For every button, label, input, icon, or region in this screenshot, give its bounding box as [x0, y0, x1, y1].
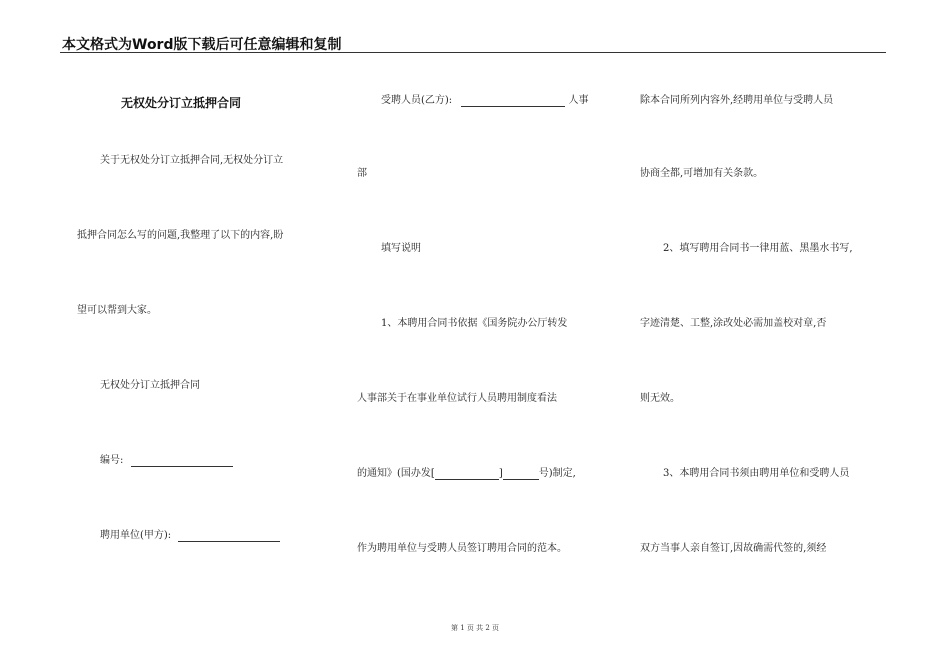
document-title: 无权处分订立抵押合同: [121, 96, 242, 110]
employee-line-cont: 部: [357, 168, 367, 179]
instruction-1-line-1: 1、本聘用合同书依据《国务院办公厅转发: [381, 318, 568, 329]
instruction-3-line-2: 双方当事人亲自签订,因故确需代签的,须经: [640, 543, 827, 554]
intro-line-3: 望可以帮到大家。: [77, 305, 157, 316]
document-number-prefix: 的通知》(国办发[: [357, 468, 435, 479]
document-number-suffix: 号)制定,: [538, 468, 576, 479]
employer-label: 聘用单位(甲方):: [100, 530, 172, 541]
contract-number-label: 编号:: [100, 455, 124, 466]
intro-line-1: 关于无权处分订立抵押合同,无权处分订立: [100, 155, 284, 166]
page-number: 第 1 页 共 2 页: [450, 624, 500, 632]
employee-label: 受聘人员(乙方):: [381, 95, 453, 106]
instruction-2-line-1: 2、填写聘用合同书一律用蓝、黑墨水书写,: [663, 243, 853, 254]
instruction-1-line-4: 作为聘用单位与受聘人员签订聘用合同的范本。: [357, 543, 567, 554]
instruction-1-line-2: 人事部关于在事业单位试行人员聘用制度看法: [357, 393, 557, 404]
contract-number-field: [100, 455, 233, 467]
header-divider: [60, 52, 886, 53]
instruction-2-line-3: 则无效。: [640, 393, 680, 404]
employee-field: [381, 95, 589, 107]
document-header-title: 本文格式为Word版下载后可任意编辑和复制: [62, 37, 342, 53]
employee-suffix: 人事: [568, 95, 589, 106]
contract-subtitle: 无权处分订立抵押合同: [100, 380, 200, 391]
intro-line-2: 抵押合同怎么写的问题,我整理了以下的内容,盼: [77, 230, 284, 241]
employer-field: [100, 530, 280, 542]
instruction-1-line-3: [357, 468, 576, 480]
document-number-blank: [503, 469, 539, 480]
document-year-blank: [435, 469, 499, 480]
clause-line-2: 协商全都,可增加有关条款。: [640, 168, 764, 179]
instruction-2-line-2: 字迹清楚、工整,涂改处必需加盖校对章,否: [640, 318, 827, 329]
instructions-heading: 填写说明: [381, 243, 421, 254]
employer-blank: [178, 531, 280, 542]
clause-line-1: 除本合同所列内容外,经聘用单位与受聘人员: [640, 95, 834, 106]
document-number-bracket: ]: [498, 468, 503, 479]
employee-blank: [461, 96, 565, 107]
contract-number-blank: [131, 456, 233, 467]
instruction-3-line-1: 3、本聘用合同书须由聘用单位和受聘人员: [663, 468, 850, 479]
